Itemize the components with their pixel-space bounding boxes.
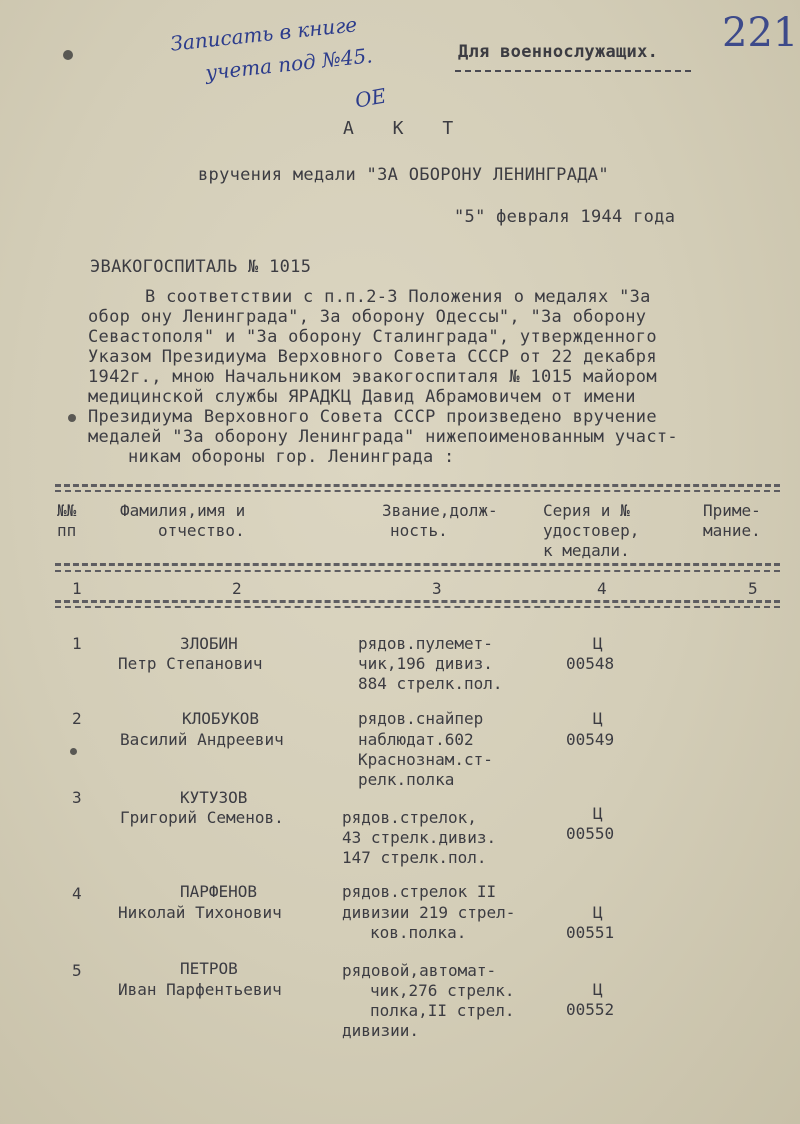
row-rank-line: рядов.снайпер bbox=[358, 709, 484, 728]
body-line: 1942г., мною Начальником эвакогоспиталя № 1015 майором bbox=[88, 367, 657, 387]
row-rank-line: рядов.стрелок, bbox=[342, 808, 477, 827]
header-col-rank-line1: Звание,долж- bbox=[382, 501, 498, 520]
row-rank-line: релк.полка bbox=[358, 770, 455, 789]
institution-name: ЭВАКОГОСПИТАЛЬ № 1015 bbox=[90, 257, 312, 277]
row-rank-line: дивизии 219 стрел- bbox=[342, 903, 516, 922]
body-line: Президиума Верховного Совета СССР произведено вручение bbox=[88, 407, 657, 427]
row-certificate-number: 00548 bbox=[566, 654, 615, 673]
classification-label: Для военнослужащих. bbox=[458, 42, 659, 62]
row-certificate-number: 00549 bbox=[566, 730, 615, 749]
header-col-rank-line2: ность. bbox=[390, 521, 448, 540]
table-body-top-rule bbox=[55, 600, 780, 603]
row-rank-line: 147 стрелк.пол. bbox=[342, 848, 487, 867]
header-col-notes-line1: Приме- bbox=[703, 501, 761, 520]
body-line: В соответствии с п.п.2-3 Положения о медалях "За bbox=[145, 287, 651, 307]
row-rank-line: рядов.стрелок II bbox=[342, 882, 497, 901]
table-top-rule-second bbox=[55, 490, 780, 492]
row-rank-line: чик,196 дивиз. bbox=[358, 654, 493, 673]
table-header-bottom-rule bbox=[55, 563, 780, 566]
header-col-notes-line2: мание. bbox=[703, 521, 761, 540]
row-given-names: Петр Степанович bbox=[118, 654, 263, 673]
header-col-series-line3: к медали. bbox=[543, 541, 630, 560]
row-series: Ц bbox=[593, 980, 603, 999]
row-number: 5 bbox=[72, 961, 82, 980]
header-col-name-line2: отчество. bbox=[158, 521, 245, 540]
row-given-names: Григорий Семенов. bbox=[120, 808, 284, 827]
row-rank-line: рядовой,автомат- bbox=[342, 961, 497, 980]
body-line: обор ону Ленинграда", За оборону Одессы", "За оборону bbox=[88, 307, 647, 327]
row-rank-line: 884 стрелк.пол. bbox=[358, 674, 503, 693]
row-surname: ПЕТРОВ bbox=[180, 959, 238, 978]
column-number: 2 bbox=[232, 579, 242, 598]
header-col-num-line2: пп bbox=[57, 521, 77, 540]
column-number: 4 bbox=[597, 579, 607, 598]
row-rank-line: наблюдат.602 bbox=[358, 730, 474, 749]
body-line: медицинской службы ЯРАДКЦ Давид Абрамовичем от имени bbox=[88, 387, 636, 407]
page-number: 221 bbox=[722, 10, 799, 56]
handwritten-note-line1: Записать в книге bbox=[169, 12, 359, 56]
classification-underline bbox=[455, 70, 691, 72]
handwritten-initials: ОЕ bbox=[353, 83, 388, 113]
table-body-top-rule-second bbox=[55, 606, 780, 608]
binder-hole bbox=[70, 748, 77, 755]
row-surname: КЛОБУКОВ bbox=[182, 709, 260, 728]
body-line: Севастополя" и "За оборону Сталинграда", утвержденного bbox=[88, 327, 657, 347]
row-number: 3 bbox=[72, 788, 82, 807]
row-given-names: Иван Парфентьевич bbox=[118, 980, 282, 999]
row-rank-line: дивизии. bbox=[342, 1021, 420, 1040]
body-line: медалей "За оборону Ленинграда" нижепоименованным участ- bbox=[88, 427, 678, 447]
row-series: Ц bbox=[593, 903, 603, 922]
column-number: 3 bbox=[432, 579, 442, 598]
document-title: А К Т bbox=[343, 118, 468, 139]
header-col-num-line1: №№ bbox=[57, 501, 77, 520]
row-surname: КУТУЗОВ bbox=[180, 788, 248, 807]
row-series: Ц bbox=[593, 634, 603, 653]
table-top-rule bbox=[55, 484, 780, 487]
document-subtitle: вручения медали "ЗА ОБОРОНУ ЛЕНИНГРАДА" bbox=[198, 165, 609, 185]
header-col-series-line1: Серия и № bbox=[543, 501, 630, 520]
row-number: 4 bbox=[72, 884, 82, 903]
row-rank-line: рядов.пулемет- bbox=[358, 634, 493, 653]
body-line: Указом Президиума Верховного Совета СССР от 22 декабря bbox=[88, 347, 657, 367]
row-series: Ц bbox=[593, 804, 603, 823]
row-certificate-number: 00552 bbox=[566, 1000, 615, 1019]
column-number: 5 bbox=[748, 579, 758, 598]
row-number: 1 bbox=[72, 634, 82, 653]
row-rank-line: 43 стрелк.дивиз. bbox=[342, 828, 497, 847]
row-given-names: Николай Тихонович bbox=[118, 903, 282, 922]
binder-hole bbox=[63, 50, 73, 60]
header-col-name-line1: Фамилия,имя и bbox=[120, 501, 246, 520]
row-rank-line: чик,276 стрелк. bbox=[370, 981, 515, 1000]
row-certificate-number: 00550 bbox=[566, 824, 615, 843]
binder-hole bbox=[68, 414, 76, 422]
row-rank-line: ков.полка. bbox=[370, 923, 467, 942]
header-col-series-line2: удостовер, bbox=[543, 521, 640, 540]
row-given-names: Василий Андреевич bbox=[120, 730, 284, 749]
row-rank-line: полка,II стрел. bbox=[370, 1001, 515, 1020]
body-line: никам обороны гор. Ленинграда : bbox=[128, 447, 455, 467]
document-date: "5" февраля 1944 года bbox=[454, 207, 676, 227]
handwritten-note-line2: учета под №45. bbox=[204, 43, 374, 85]
row-series: Ц bbox=[593, 709, 603, 728]
table-colnum-rule bbox=[55, 570, 780, 572]
row-certificate-number: 00551 bbox=[566, 923, 615, 942]
row-number: 2 bbox=[72, 709, 82, 728]
row-surname: ЗЛОБИН bbox=[180, 634, 238, 653]
row-surname: ПАРФЕНОВ bbox=[180, 882, 258, 901]
column-number: 1 bbox=[72, 579, 82, 598]
row-rank-line: Краснознам.ст- bbox=[358, 750, 493, 769]
